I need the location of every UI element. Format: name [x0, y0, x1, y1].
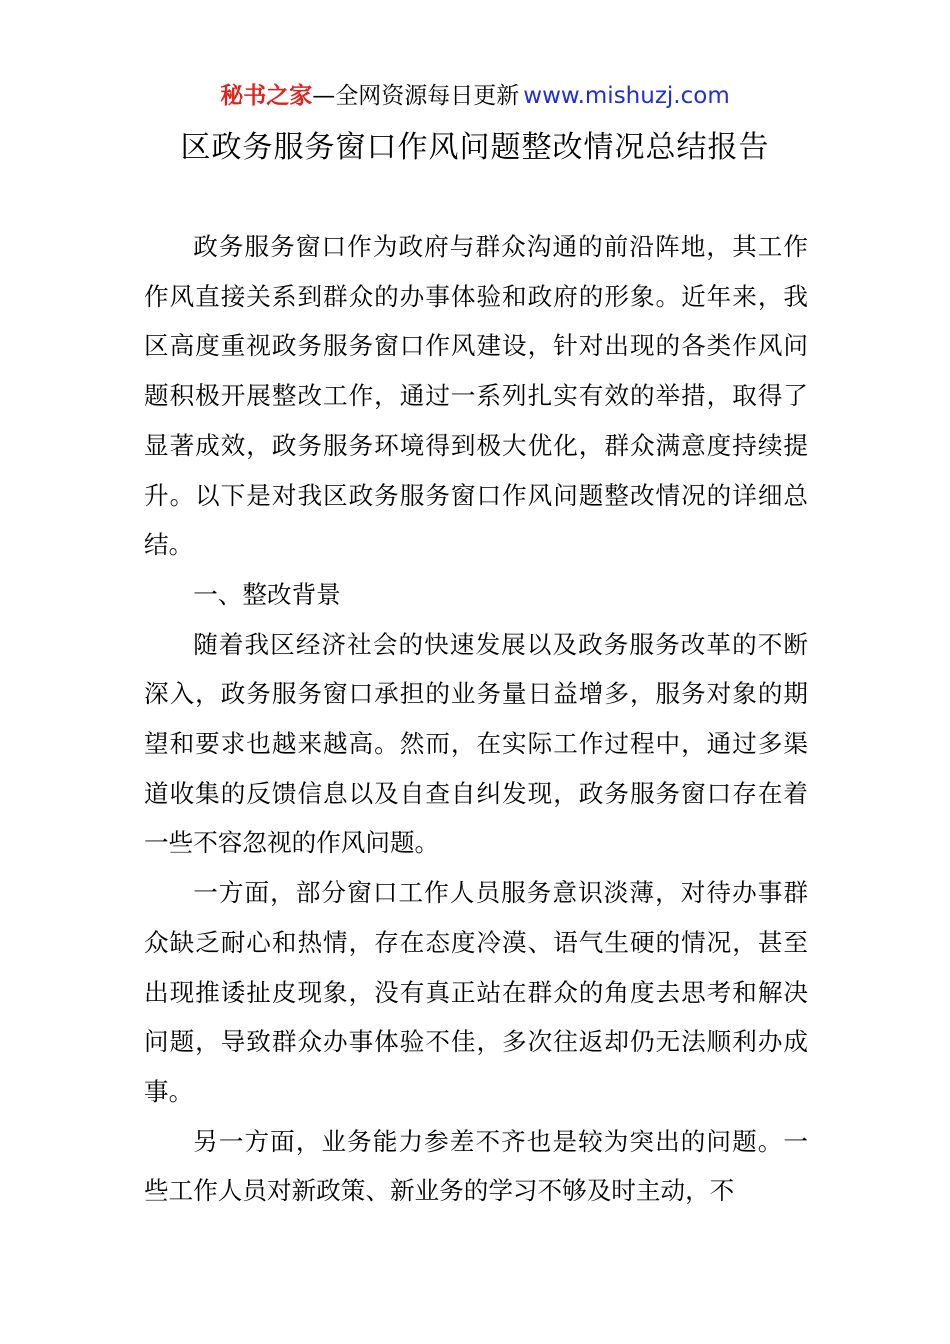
- site-header: [0, 78, 950, 114]
- site-url-link[interactable]: www.mishuzj.com: [523, 83, 730, 109]
- paragraph-service-attitude: 一方面，部分窗口工作人员服务意识淡薄，对待办事群众缺乏耐心和热情，存在态度冷漠、语气生硬的情况，甚至出现推诿扯皮现象，没有真正站在群众的角度去思考和解决问题，导致群众办事体验不佳，多次往返却仍无法顺利办成事。: [144, 878, 808, 1106]
- section-heading-background: 一、整改背景: [193, 579, 341, 609]
- paragraph-intro: 政务服务窗口作为政府与群众沟通的前沿阵地，其工作作风直接关系到群众的办事体验和政府的形象。近年来，我区高度重视政务服务窗口作风建设，针对出现的各类作风问题积极开展整改工作，通过一系列扎实有效的举措，取得了显著成效，政务服务环境得到极大优化，群众满意度持续提升。以下是对我区政务服务窗口作风问题整改情况的详细总结。: [144, 232, 808, 560]
- paragraph-business-ability: 另一方面，业务能力参差不齐也是较为突出的问题。一些工作人员对新政策、新业务的学习不够及时主动，不: [144, 1126, 808, 1206]
- document-title: 区政务服务窗口作风问题整改情况总结报告: [180, 130, 770, 165]
- paragraph-background: 随着我区经济社会的快速发展以及政务服务改革的不断深入，政务服务窗口承担的业务量日益增多，服务对象的期望和要求也越来越高。然而，在实际工作过程中，通过多渠道收集的反馈信息以及自查自纠发现，政务服务窗口存在着一些不容忽视的作风问题。: [144, 629, 808, 858]
- header-tagline: —全网资源每日更新: [312, 83, 520, 109]
- brand-name: 秘书之家: [220, 83, 313, 109]
- document-body: [144, 222, 808, 1216]
